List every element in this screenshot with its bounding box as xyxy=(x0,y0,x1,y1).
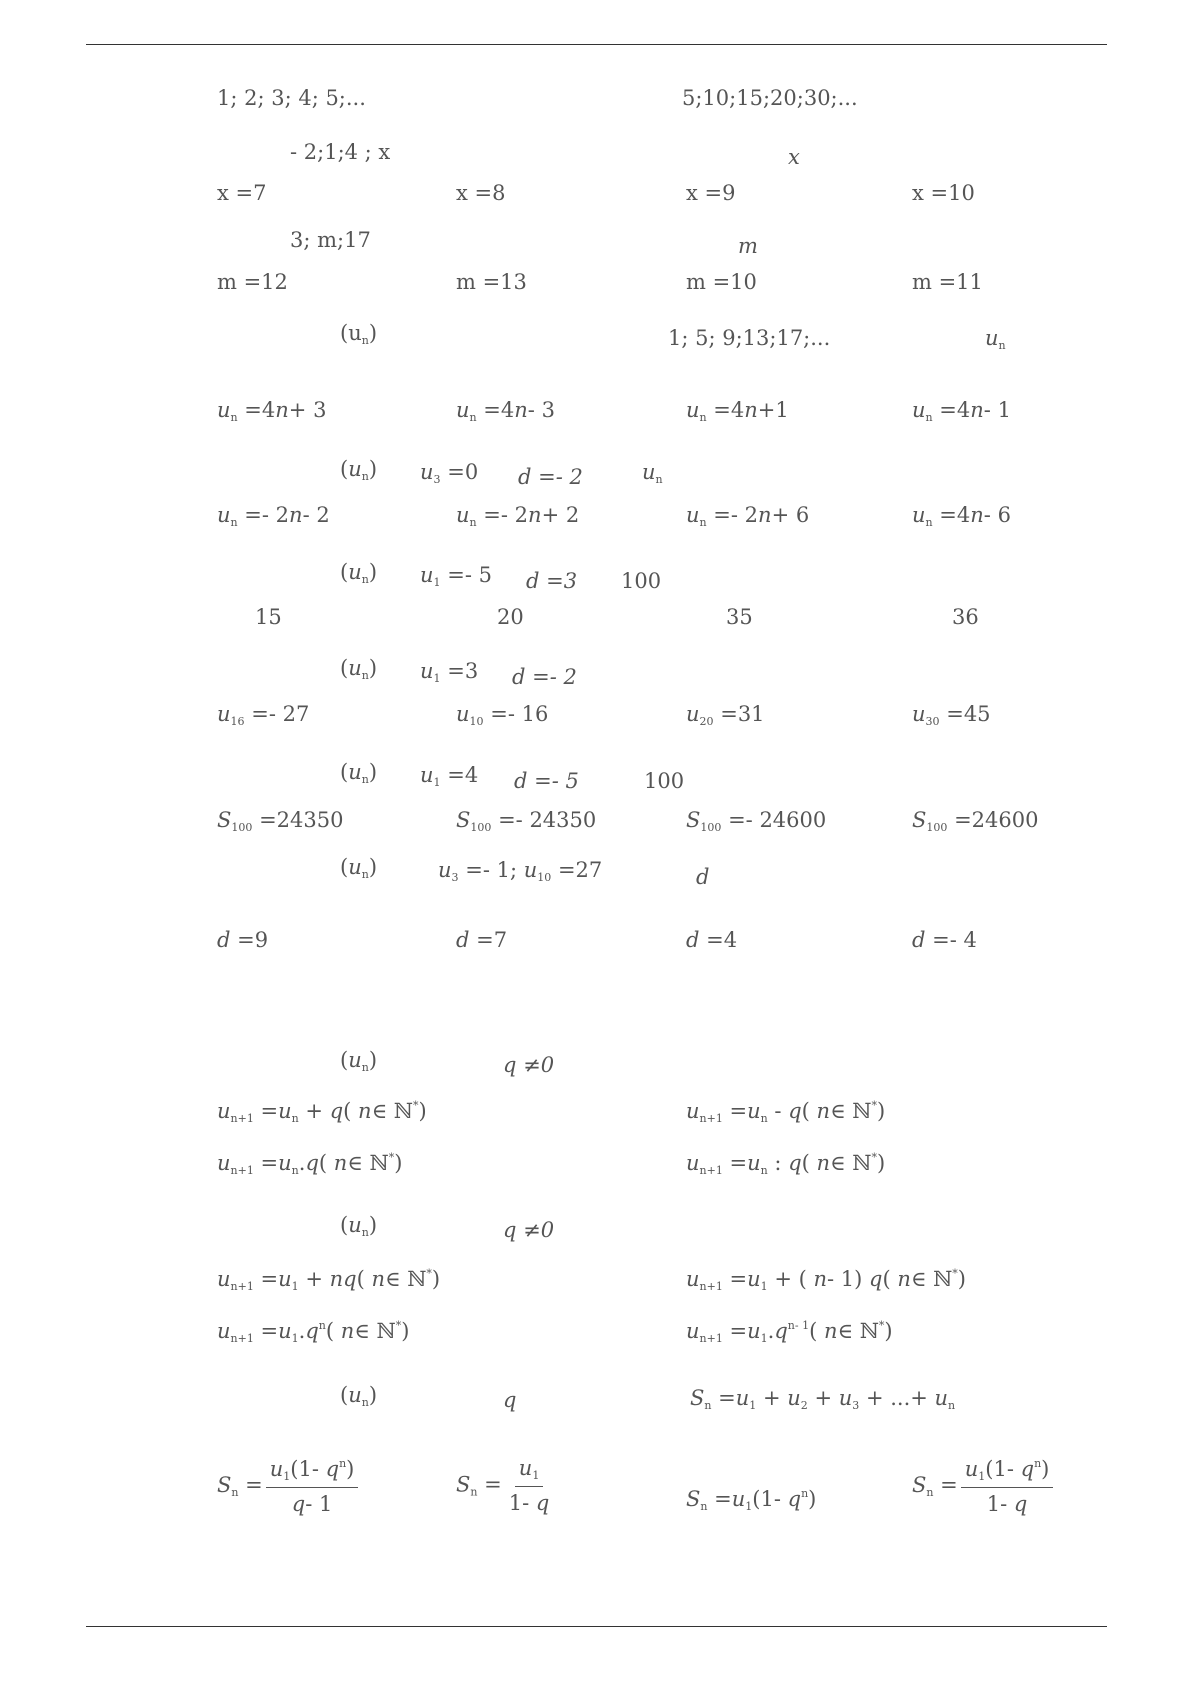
q11-condition: q ≠0 xyxy=(503,1218,555,1242)
q6-option-d[interactable]: 36 xyxy=(952,605,979,629)
q10-option-c[interactable]: $u_{n+1} =u_n.q$( n∈ ℕ*) xyxy=(217,1151,403,1177)
q1-sequence-b: 5;10;15;20;30;... xyxy=(682,86,858,110)
q4-option-a[interactable]: $u_n =4n+ 3$ xyxy=(217,398,327,424)
q7-option-b[interactable]: $u_{10} =- 16$ xyxy=(456,702,549,728)
q1-sequence-a: 1; 2; 3; 4; 5;... xyxy=(217,86,366,110)
header-rule xyxy=(86,44,1107,45)
q8-option-c[interactable]: $S_{100} =- 24600$ xyxy=(686,808,827,834)
q5-option-d[interactable]: $u_n =4n-$ 6 xyxy=(912,503,1011,529)
q8-given-u1: $u_1 =4$ xyxy=(420,763,479,789)
q5-sequence-symbol: $(u_n)$ xyxy=(340,457,378,483)
q3-unknown: m xyxy=(738,234,758,258)
q3-given: 3; m;17 xyxy=(290,228,371,252)
q5-option-b[interactable]: $u_n =- 2n+ 2$ xyxy=(456,503,580,529)
q4-option-b[interactable]: $u_n =4n-$ 3 xyxy=(456,398,555,424)
q11-sequence-symbol: $(u_n)$ xyxy=(340,1213,378,1239)
q6-given-u1: $u_1 =- 5$ xyxy=(420,563,492,589)
q12-ratio: q xyxy=(503,1388,517,1412)
q8-option-a[interactable]: $S_{100} =24350$ xyxy=(217,808,344,834)
q7-option-c[interactable]: $u_{20} =31$ xyxy=(686,702,765,728)
q5-given-d: d =- 2 xyxy=(518,465,583,489)
q6-option-b[interactable]: 20 xyxy=(497,605,524,629)
q9-sequence-symbol: $(u_n)$ xyxy=(340,855,378,881)
q9-option-a[interactable]: d =9 xyxy=(217,928,269,952)
q8-sequence-symbol: $(u_n)$ xyxy=(340,760,378,786)
q2-option-b[interactable]: x =8 xyxy=(456,181,506,205)
q12-option-d[interactable]: $S_n$ = $\frac{u_1(1- q^n)}{1- q}$ xyxy=(912,1458,1056,1515)
q12-option-a[interactable]: $S_n$ = $\frac{u_1(1- q^n)}{q- 1}$ xyxy=(217,1458,361,1515)
q9-option-d[interactable]: d =- 4 xyxy=(912,928,977,952)
q7-given-d: d =- 2 xyxy=(512,665,577,689)
q11-option-d[interactable]: $u_{n+1} =u_1.q^{n- 1}$( n∈ ℕ*) xyxy=(686,1319,893,1345)
q9-unknown: d xyxy=(696,865,710,889)
q6-option-c[interactable]: 35 xyxy=(726,605,753,629)
q10-condition: q ≠0 xyxy=(503,1053,555,1077)
q3-option-d[interactable]: m =11 xyxy=(912,270,983,294)
q2-option-a[interactable]: x =7 xyxy=(217,181,267,205)
q5-given-u3: $u_3 =0$ xyxy=(420,460,479,486)
q5-option-a[interactable]: $u_n =- 2n-$ 2 xyxy=(217,503,330,529)
q8-option-b[interactable]: $S_{100} =- 24350$ xyxy=(456,808,597,834)
q4-sequence-symbol: $(u_n)$ xyxy=(340,321,378,347)
footer-rule xyxy=(86,1626,1107,1627)
q11-option-c[interactable]: $u_{n+1} =u_1.q^n$( n∈ ℕ*) xyxy=(217,1319,410,1345)
q6-value: 100 xyxy=(621,569,662,593)
q2-option-c[interactable]: x =9 xyxy=(686,181,736,205)
q9-option-b[interactable]: d =7 xyxy=(456,928,508,952)
q8-value: 100 xyxy=(644,769,685,793)
q7-given-u1: $u_1 =3$ xyxy=(420,659,479,685)
q3-option-a[interactable]: m =12 xyxy=(217,270,288,294)
q6-sequence-symbol: $(u_n)$ xyxy=(340,560,378,586)
q3-option-c[interactable]: m =10 xyxy=(686,270,757,294)
q2-option-d[interactable]: x =10 xyxy=(912,181,975,205)
q10-option-d[interactable]: $u_{n+1} =u_n$ : q( n∈ ℕ*) xyxy=(686,1151,886,1177)
q9-given: $u_3 =- 1$; $u_{10} =27$ xyxy=(438,858,603,884)
q5-option-c[interactable]: $u_n =- 2n+ 6$ xyxy=(686,503,810,529)
q8-option-d[interactable]: $S_{100} =24600$ xyxy=(912,808,1039,834)
q10-sequence-symbol: $(u_n)$ xyxy=(340,1048,378,1074)
q5-target: $u_n$ xyxy=(642,460,663,486)
q6-given-d: d =3 xyxy=(526,569,578,593)
q10-option-b[interactable]: $u_{n+1} =u_n - q$( n∈ ℕ*) xyxy=(686,1099,886,1125)
q12-sequence-symbol: $(u_n)$ xyxy=(340,1383,378,1409)
q11-option-b[interactable]: $u_{n+1} =u_1$ + ( n- 1) q( n∈ ℕ*) xyxy=(686,1267,966,1293)
q7-sequence-symbol: $(u_n)$ xyxy=(340,656,378,682)
q12-option-b[interactable]: $S_n$ = $\frac{u_1}{1- q}$ xyxy=(456,1456,550,1515)
q4-target: $u_n$ xyxy=(985,326,1006,352)
q4-option-c[interactable]: $u_n =4n+1$ xyxy=(686,398,789,424)
q10-option-a[interactable]: $u_{n+1} =u_n + q$( n∈ ℕ*) xyxy=(217,1099,427,1125)
q12-option-c[interactable]: $S_n =u_1(1-$ $q^n$) xyxy=(686,1487,817,1513)
q4-option-d[interactable]: $u_n =4n-$ 1 xyxy=(912,398,1011,424)
q8-given-d: d =- 5 xyxy=(514,769,579,793)
q9-option-c[interactable]: d =4 xyxy=(686,928,738,952)
q6-option-a[interactable]: 15 xyxy=(255,605,282,629)
q2-unknown: x xyxy=(788,145,800,169)
q11-option-a[interactable]: $u_{n+1} =u_1 + nq$( n∈ ℕ*) xyxy=(217,1267,441,1293)
q7-option-d[interactable]: $u_{30} =45$ xyxy=(912,702,991,728)
q12-sum-definition: $S_n =u_1 + u_2 + u_3$ + ...+ $u_n$ xyxy=(690,1386,956,1412)
q7-option-a[interactable]: $u_{16} =- 27$ xyxy=(217,702,310,728)
q2-given: - 2;1;4 ; x xyxy=(290,140,391,164)
q4-terms: 1; 5; 9;13;17;... xyxy=(668,326,831,350)
q3-option-b[interactable]: m =13 xyxy=(456,270,527,294)
